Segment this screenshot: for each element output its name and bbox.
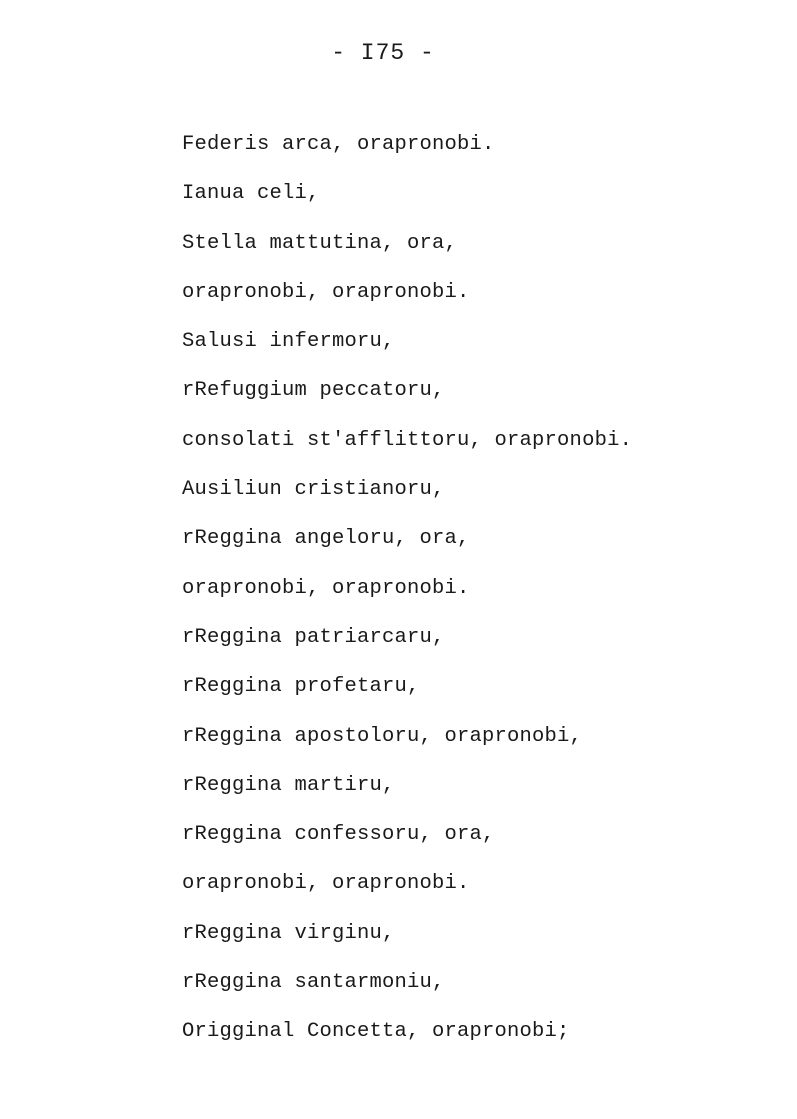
text-line: rReggina profetaru, xyxy=(182,675,420,699)
text-line: rReggina patriarcaru, xyxy=(182,625,445,649)
page-number: - I75 - xyxy=(331,40,435,66)
text-line: rReggina confessoru, ora, xyxy=(182,823,495,847)
text-line: rRefuggium peccatoru, xyxy=(182,379,445,403)
text-line: Ianua celi, xyxy=(182,182,320,206)
text-line: consolati st'afflittoru, orapronobi. xyxy=(182,428,633,452)
text-line: Federis arca, orapronobi. xyxy=(182,133,495,156)
text-lines xyxy=(182,129,632,1066)
text-line: orapronobi, orapronobi. xyxy=(182,280,470,304)
text-line: Salusi infermoru, xyxy=(182,330,395,354)
text-line: rReggina virginu, xyxy=(182,921,395,945)
text-line: rReggina apostoloru, orapronobi, xyxy=(182,724,583,748)
text-line: rReggina santarmoniu, xyxy=(182,971,445,995)
text-line: Ausiliun cristianoru, xyxy=(182,478,445,502)
text-line: orapronobi, orapronobi. xyxy=(182,576,470,600)
text-line: orapronobi, orapronobi. xyxy=(182,872,470,896)
text-line: Stella mattutina, ora, xyxy=(182,231,458,255)
text-line: rReggina angeloru, ora, xyxy=(182,527,470,551)
text-line: Origginal Concetta, orapronobi; xyxy=(182,1020,570,1044)
text-line: rReggina martiru, xyxy=(182,773,395,797)
